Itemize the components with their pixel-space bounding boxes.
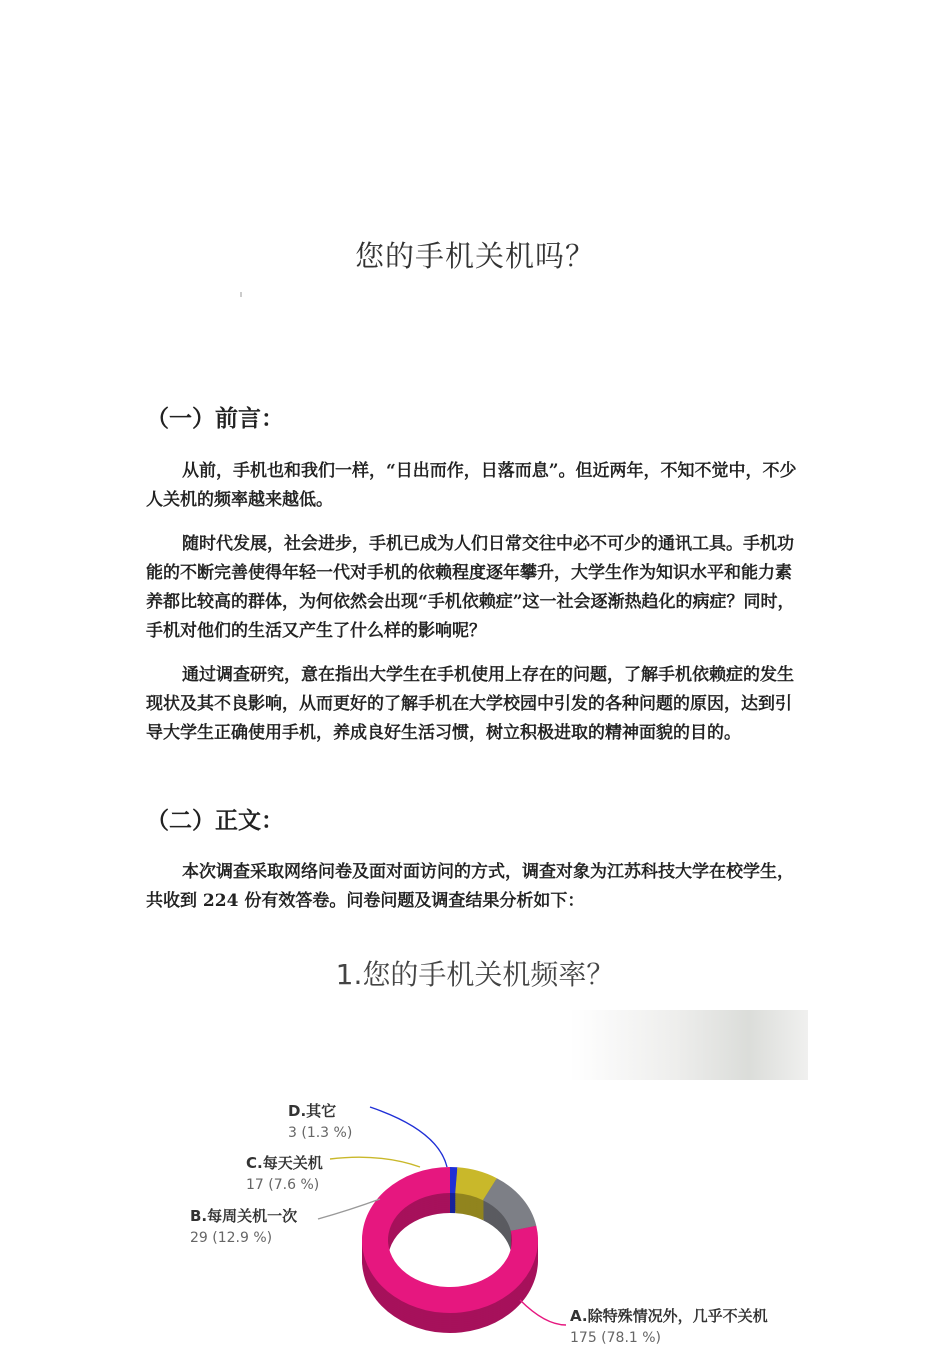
slice-label-d: D.其它 (288, 1102, 337, 1120)
slice-label-c: C.每天关机 (246, 1154, 323, 1172)
preface-paragraph-1: 从前，手机也和我们一样，“日出而作，日落而息”。但近两年，不知不觉中，不少人关机的频率越来越低。 (146, 461, 797, 510)
slice-value-b: 29 (12.9 %) (190, 1230, 273, 1246)
slice-label-a: A.除特殊情况外，几乎不关机 (570, 1307, 768, 1325)
slice-label-b: B.每周关机一次 (190, 1207, 298, 1225)
slice-value-d: 3 (1.3 %) (288, 1125, 353, 1141)
preface-paragraph-3: 通过调查研究，意在指出大学生在手机使用上存在的问题，了解手机依赖症的发生现状及其不良影响，从而更好的了解手机在大学校园中引发的各种问题的原因，达到引导大学生正确使用手机，养成良好生活习惯，树立积极进取的精神面貌的目的。 (146, 665, 794, 743)
leader-line-c (330, 1157, 420, 1167)
slice-value-a: 175 (78.1 %) (570, 1330, 662, 1346)
slice-value-c: 17 (7.6 %) (246, 1177, 320, 1193)
donut-chart (0, 1085, 950, 1347)
body-paragraph-1: 本次调查采取网络问卷及面对面访问的方式，调查对象为江苏科技大学在校学生，共收到 224 份有效答卷。问卷问题及调查结果分析如下： (146, 862, 794, 911)
scan-speck (240, 292, 242, 297)
preface-paragraph-2: 随时代发展，社会进步，手机已成为人们日常交往中必不可少的通讯工具。手机功能的不断完善使得年轻一代对手机的依赖程度逐年攀升，大学生作为知识水平和能力素养都比较高的群体，为何依然会出现“手机依赖症”这一社会逐渐热趋化的病症？同时，手机对他们的生活又产生了什么样的影响呢？ (146, 534, 795, 641)
leader-line-a (520, 1300, 566, 1325)
chart-title: 1.您的手机关机频率？ (335, 958, 615, 991)
chart-background-decoration (570, 1010, 808, 1080)
section-heading-body: （二）正文： (146, 807, 284, 834)
page-title: 您的手机关机吗？ (354, 239, 595, 273)
section-heading-preface: （一）前言： (146, 405, 284, 432)
